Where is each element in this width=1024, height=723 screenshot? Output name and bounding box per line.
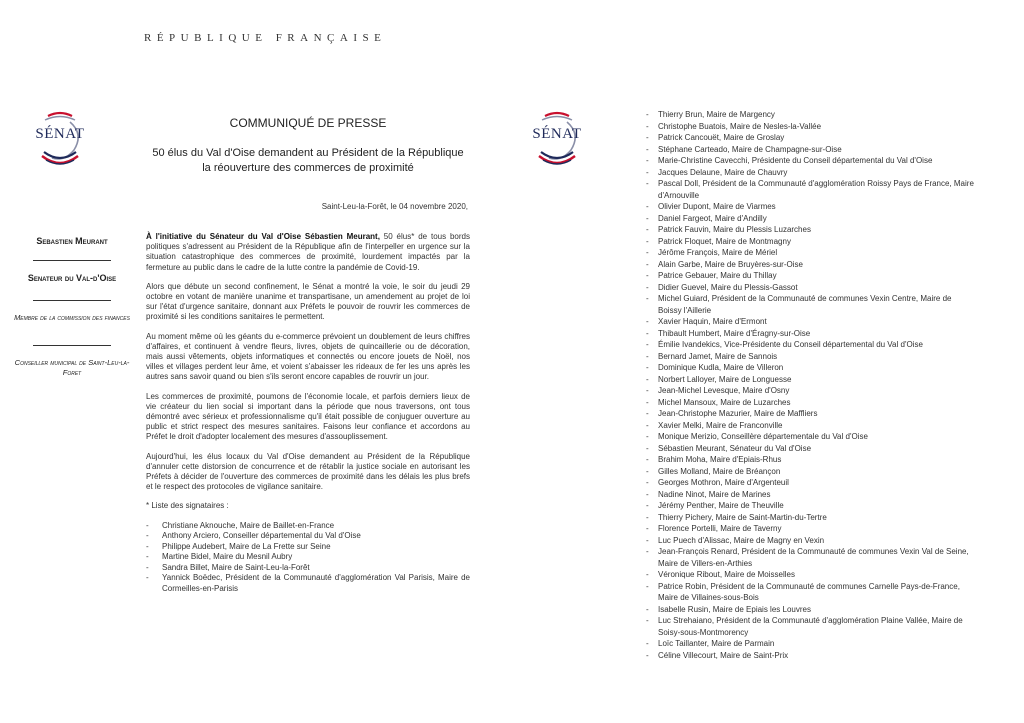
- signatory-item: - Céline Villecourt, Maire de Saint-Prix: [646, 650, 976, 662]
- senator-role: Senateur du Val-d'Oise: [27, 273, 117, 283]
- signatory-item: - Anthony Arciero, Conseiller départemental du Val d'Oise: [146, 531, 470, 542]
- divider: [33, 260, 111, 261]
- place-and-date: Saint-Leu-la-Forêt, le 04 novembre 2020,: [321, 202, 468, 211]
- signatory-item: - Thierry Brun, Maire de Margency: [646, 109, 976, 121]
- signatories-list-left: [146, 521, 470, 595]
- senat-logo-right: [527, 108, 587, 170]
- republique-francaise-header: RÉPUBLIQUE FRANÇAISE: [144, 32, 387, 44]
- signatories-list-right: [646, 109, 976, 661]
- signatory-item: - Didier Guevel, Maire du Plessis-Gassot: [646, 282, 976, 294]
- signatory-item: - Dominique Kudla, Maire de Villeron: [646, 362, 976, 374]
- municipal-role: Conseiller municipal de Saint-Leu-la-Foret: [14, 358, 130, 377]
- signatory-item: - Michel Mansoux, Maire de Luzarches: [646, 397, 976, 409]
- signatory-item: - Sébastien Meurant, Sénateur du Val d'Oise: [646, 443, 976, 455]
- signatory-item: - Jean-Christophe Mazurier, Maire de Maffliers: [646, 408, 976, 420]
- signatory-item: - Patrick Cancouët, Maire de Groslay: [646, 132, 976, 144]
- paragraph-4: Les commerces de proximité, poumons de l'économie locale, et parfois derniers lieux de vie créateur du lien social si important dans la période que nous traversons, ont tous démontré avec sérieux et professionnalisme qu'il était possible de conjuguer ouverture au public et strict respect des mesures sanitaires. Faisons leur confiance et accordons au Préfet le droit d'adopter localement des mesures d'assouplissement.: [146, 391, 470, 442]
- senator-name: Sebastien Meurant: [36, 236, 108, 246]
- signatory-item: - Loïc Taillanter, Maire de Parmain: [646, 638, 976, 650]
- signatory-item: - Christophe Buatois, Maire de Nesles-la-Vallée: [646, 121, 976, 133]
- signatory-item: - Nadine Ninot, Maire de Marines: [646, 489, 976, 501]
- signatory-item: - Daniel Fargeot, Maire d'Andilly: [646, 213, 976, 225]
- signatory-item: - Yannick Boëdec, Président de la Communauté d'agglomération Val Parisis, Maire de Cormeilles-en-Parisis: [146, 573, 470, 594]
- paragraph-1-text: 50 élus* de tous bords politiques s'adressent au Président de la République afin de l'interpeller en urgence sur la situation catastrophique des commerces de proximité, lourdement impactés par la fermeture au public dans le cadre de la lutte contre la pandémie de Covid-19.: [146, 232, 470, 272]
- signatory-item: - Patrick Floquet, Maire de Montmagny: [646, 236, 976, 248]
- paragraph-5: Aujourd'hui, les élus locaux du Val d'Oise demandent au Président de la République d'annuler cette distorsion de concurrence et de rétablir la justice sociale en autorisant les Préfets à décider de l'ouverture des commerces de proximité dans les délais les plus brefs et le respect des protocoles de vigilance sanitaire.: [146, 451, 470, 492]
- senat-logo: [30, 108, 90, 170]
- signatory-item: - Patrice Gebauer, Maire du Thillay: [646, 270, 976, 282]
- press-release-title: COMMUNIQUÉ DE PRESSE: [229, 116, 387, 130]
- paragraph-1-lead: À l'initiative du Sénateur du Val d'Oise Sébastien Meurant,: [146, 232, 380, 241]
- signatory-item: - Marie-Christine Cavecchi, Présidente du Conseil départemental du Val d'Oise: [646, 155, 976, 167]
- signatory-item: - Patrice Robin, Président de la Communauté de communes Carnelle Pays-de-France, Maire de Villaines-sous-Bois: [646, 581, 976, 604]
- commission-membership: Membre de la commission des finances: [14, 313, 130, 322]
- logo-text-right: SÉNAT: [532, 126, 582, 142]
- press-release-body: [146, 232, 470, 594]
- signatory-item: - Jean-François Renard, Président de la Communauté de communes Vexin Val de Seine, Maire de Villers-en-Arthies: [646, 546, 976, 569]
- signatory-item: - Jérôme François, Maire de Mériel: [646, 247, 976, 259]
- signatory-item: - Véronique Ribout, Maire de Moisselles: [646, 569, 976, 581]
- signatory-item: - Thibault Humbert, Maire d'Éragny-sur-Oise: [646, 328, 976, 340]
- signatory-item: - Michel Guiard, Président de la Communauté de communes Vexin Centre, Maire de Boissy l'Aillerie: [646, 293, 976, 316]
- signatory-item: - Patrick Fauvin, Maire du Plessis Luzarches: [646, 224, 976, 236]
- signatories-intro: * Liste des signataires :: [146, 501, 229, 511]
- paragraph-2: Alors que débute un second confinement, le Sénat a montré la voie, le soir du jeudi 29 octobre en votant de manière unanime et transpartisane, un amendement au projet de loi sur l'état d'urgence sanitaire, donnant aux Préfets le pouvoir de rouvrir les commerces de proximité si les conditions sanitaires le permettent.: [146, 281, 470, 322]
- signatory-item: - Monique Merizio, Conseillère départementale du Val d'Oise: [646, 431, 976, 443]
- divider: [33, 300, 111, 301]
- divider: [33, 345, 111, 346]
- senator-sidebar: [12, 236, 132, 400]
- signatory-item: - Brahim Moha, Maire d'Epiais-Rhus: [646, 454, 976, 466]
- signatory-item: - Jacques Delaune, Maire de Chauvry: [646, 167, 976, 179]
- signatory-item: - Florence Portelli, Maire de Taverny: [646, 523, 976, 535]
- signatory-item: - Bernard Jamet, Maire de Sannois: [646, 351, 976, 363]
- signatory-item: - Gilles Molland, Maire de Bréançon: [646, 466, 976, 478]
- signatory-item: - Christiane Aknouche, Maire de Baillet-en-France: [146, 521, 470, 532]
- signatory-item: - Olivier Dupont, Maire de Viarmes: [646, 201, 976, 213]
- signatory-item: - Sandra Billet, Maire de Saint-Leu-la-Forêt: [146, 563, 470, 574]
- signatory-item: - Stéphane Carteado, Maire de Champagne-sur-Oise: [646, 144, 976, 156]
- signatory-item: - Norbert Lalloyer, Maire de Longuesse: [646, 374, 976, 386]
- signatory-item: - Pascal Doll, Président de la Communauté d'agglomération Roissy Pays de France, Maire d'Arnouville: [646, 178, 976, 201]
- signatory-item: - Jean-Michel Levesque, Maire d'Osny: [646, 385, 976, 397]
- signatory-item: - Philippe Audebert, Maire de La Frette sur Seine: [146, 542, 470, 553]
- logo-text: SÉNAT: [35, 126, 85, 142]
- paragraph-3: Au moment même où les géants du e-commerce prévoient un doublement de leurs chiffres d'affaires, et continuent à vendre fleurs, livres, objets de quincaillerie ou de décoration, mais aussi vêtements, objets informatiques et connectés ou encore jouets de Noël, nos villes et villages perdent leur âme, et voient s'abaisser les rideaux de fer les uns après les autres sans savoir quand ou bien s'ils seront encore capables de rouvrir un jour.: [146, 331, 470, 382]
- paragraph-1: [146, 232, 470, 273]
- signatory-item: - Alain Garbe, Maire de Bruyères-sur-Oise: [646, 259, 976, 271]
- signatory-item: - Xavier Melki, Maire de Franconville: [646, 420, 976, 432]
- signatory-item: - Luc Puech d'Alissac, Maire de Magny en Vexin: [646, 535, 976, 547]
- signatory-item: - Luc Strehaiano, Président de la Communauté d'agglomération Plaine Vallée, Maire de Soisy-sous-Montmorency: [646, 615, 976, 638]
- signatory-item: - Isabelle Rusin, Maire de Epiais les Louvres: [646, 604, 976, 616]
- signatory-item: - Martine Bidel, Maire du Mesnil Aubry: [146, 552, 470, 563]
- press-release-subtitle: 50 élus du Val d'Oise demandent au Président de la République la réouverture des commerces de proximité: [152, 147, 464, 174]
- signatory-item: - Émilie Ivandekics, Vice-Présidente du Conseil départemental du Val d'Oise: [646, 339, 976, 351]
- signatory-item: - Jérémy Penther, Maire de Theuville: [646, 500, 976, 512]
- signatory-item: - Xavier Haquin, Maire d'Ermont: [646, 316, 976, 328]
- signatory-item: - Georges Mothron, Maire d'Argenteuil: [646, 477, 976, 489]
- signatory-item: - Thierry Pichery, Maire de Saint-Martin-du-Tertre: [646, 512, 976, 524]
